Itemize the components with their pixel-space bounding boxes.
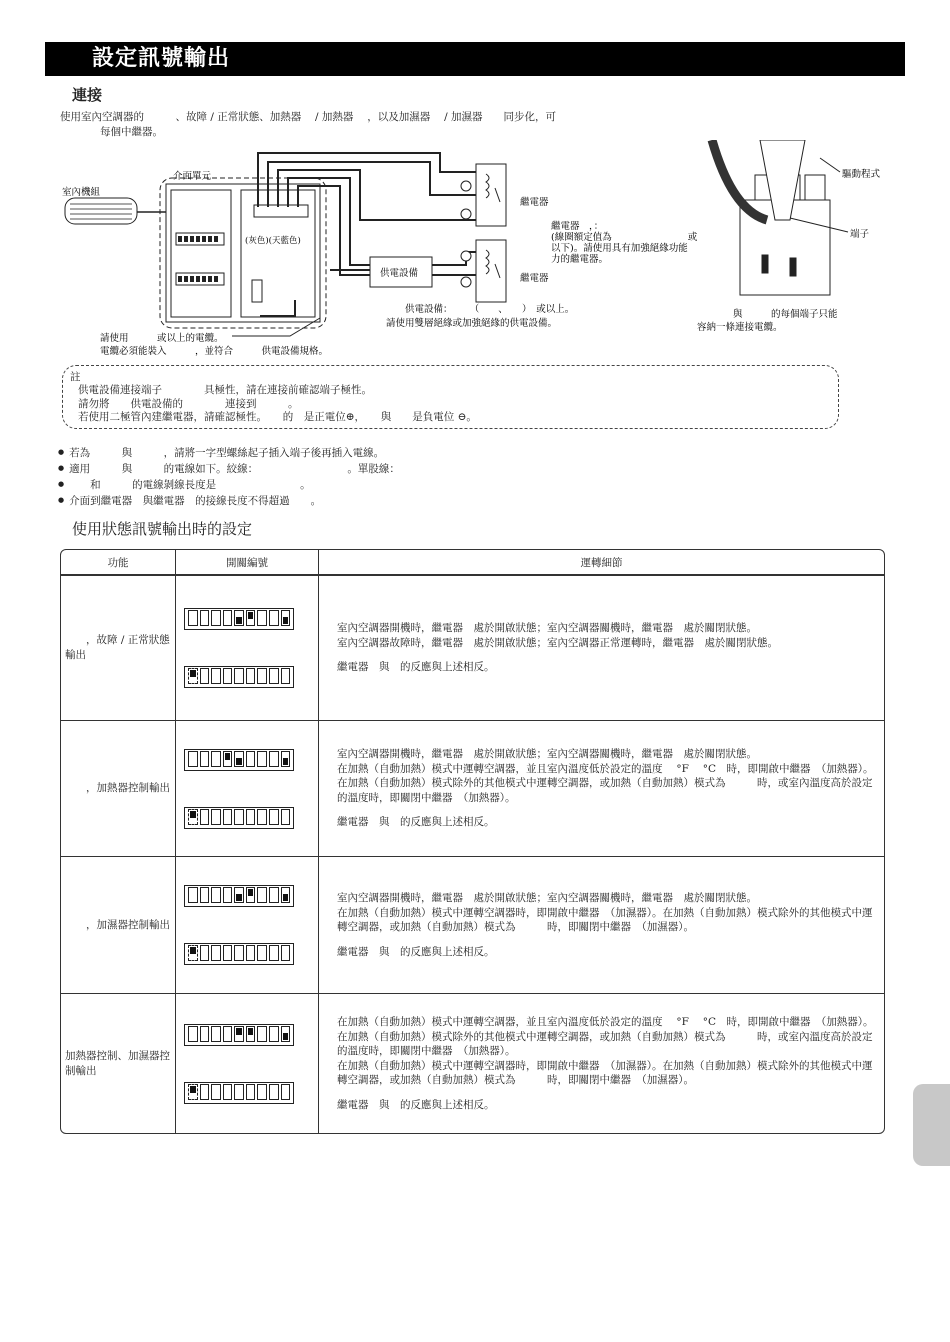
relay-note-1: 繼電器 ，： — [551, 221, 604, 232]
bullet-item: ● 介面到繼電器 與繼電器 的接線長度不得超過 。 — [58, 494, 400, 510]
detail-line: 在加熱（自動加熱）模式中運轉空調器時，即開啟中繼器 （加濕器）。在加熱（自動加熱）模式除外的其他模式中運轉空調器，或加熱（自動加熱）模式為 時，即關閉中繼器 （加濕器）。 — [337, 1059, 873, 1086]
note-label: 註 — [70, 371, 81, 383]
wire-color-label: (灰色)(天藍色) — [245, 236, 301, 246]
terminal-note-1: 與 的每個端子只能 — [733, 309, 838, 320]
relay-note-4: 力的繼電器。 — [551, 254, 609, 265]
note-line-1: 供電設備連接端子 具極性，請在連接前確認端子極性。 — [78, 384, 372, 396]
dip-switch-a — [184, 885, 294, 907]
detail-line: 室內空調器開機時，繼電器 處於開啟狀態；室內空調器關機時，繼電器 處於關閉狀態。 — [337, 748, 757, 761]
page-title: 設定訊號輸出 — [92, 46, 231, 71]
detail-line: 繼電器 與 的反應與上述相反。 — [337, 816, 495, 829]
settings-heading: 使用狀態訊號輸出時的設定 — [72, 520, 253, 538]
row-function: ，加濕器控制輸出 — [61, 856, 176, 993]
power-equipment-label: 供電設備 — [380, 268, 419, 279]
note-line-3: 若使用二極管內建繼電器，請確認極性。 的 是正電位⊕， 與 是負電位 ⊖。 — [78, 411, 477, 423]
cable-note-2: 電纜必須能裝入 ，並符合 供電設備規格。 — [100, 346, 329, 357]
indoor-unit-label: 室內機組 — [62, 187, 101, 198]
bullet-list — [58, 446, 400, 510]
header-function: 功能 — [61, 550, 176, 576]
detail-line: 繼電器 與 的反應與上述相反。 — [337, 661, 495, 674]
power-note-2: 請使用雙層絕緣或加強絕緣的供電設備。 — [386, 318, 558, 329]
detail-line: 室內空調器開機時，繼電器 處於開啟狀態；室內空調器關機時，繼電器 處於關閉狀態。 — [337, 892, 757, 904]
relay-2 — [461, 240, 506, 302]
intro-line-1: 使用室內空調器的 、故障 / 正常狀態、加熱器 / 加熱器 ，以及加濕器 / 加濕器 同步化，可 — [60, 111, 556, 123]
dip-switch-b — [184, 1082, 294, 1104]
relay-note-2: (線圈額定值為 或 — [551, 232, 698, 243]
intro-line-2: 每個中繼器。 — [100, 126, 163, 138]
dip-switch-a — [184, 749, 294, 771]
detail-line: 室內空調器開機時，繼電器 處於開啟狀態；室內空調器關機時，繼電器 處於關閉狀態。 — [337, 622, 757, 635]
detail-line: 在加熱（自動加熱）模式中運轉空調器，並且室內溫度低於設定的溫度 °F °C 時，即開啟中繼器 （加熱器）。 — [337, 762, 874, 775]
bullet-item: ● 和 的電線剝線長度是 。 — [58, 478, 400, 494]
connection-heading: 連接 — [72, 86, 103, 104]
bullet-item: ● 適用 與 的電線如下。絞線： 。單股線： — [58, 462, 400, 478]
interface-unit-label: 介面單元 — [173, 171, 212, 182]
note-line-2: 請勿將 供電設備的 連接到 。 — [78, 398, 299, 410]
detail-line: 在加熱（自動加熱）模式除外的其他模式中運轉空調器，或加熱（自動加熱）模式為 時，或室內溫度高於設定的溫度時，即關閉中繼器 （加熱器）。 — [337, 1030, 873, 1057]
wiring-diagram — [0, 140, 950, 365]
page-tab — [913, 1084, 950, 1166]
row-details — [319, 856, 884, 993]
terminal-label: 端子 — [850, 229, 870, 240]
terminal-note-2: 容納一條連接電纜。 — [697, 322, 783, 333]
detail-line: 在加熱（自動加熱）模式除外的其他模式中運轉空調器，或加熱（自動加熱）模式為 時，或室內溫度高於設定的溫度時，即關閉中繼器 （加熱器）。 — [337, 777, 873, 804]
switch-setting — [176, 993, 319, 1133]
terminal-block-drawing — [712, 140, 830, 295]
detail-line: 繼電器 與 的反應與上述相反。 — [337, 1098, 495, 1111]
bullet-item: ● 若為 與 ，請將一字型螺絲起子插入端子後再插入電線。 — [58, 446, 400, 462]
relay-note-3: 以下)。請使用具有加強絕緣功能 — [551, 243, 688, 254]
row-details — [319, 993, 884, 1133]
detail-line: 繼電器 與 的反應與上述相反。 — [337, 945, 495, 958]
header-switch: 開關編號 — [176, 550, 319, 576]
switch-setting — [176, 576, 319, 720]
dip-switch-b — [184, 666, 294, 688]
dip-switch-b — [184, 943, 294, 965]
settings-table — [60, 549, 885, 1134]
row-function: ，故障 / 正常狀態輸出 — [61, 576, 176, 720]
switch-setting — [176, 720, 319, 856]
dip-switch-a — [184, 608, 294, 630]
row-function: ，加熱器控制輸出 — [61, 720, 176, 856]
row-details — [319, 576, 884, 720]
power-note-1: 供電設備： （ 、 ） 或以上。 — [405, 304, 575, 315]
driver-label: 驅動程式 — [842, 169, 881, 180]
relay-2-label: 繼電器 — [520, 273, 549, 284]
switch-setting — [176, 856, 319, 993]
relay-1-label: 繼電器 — [520, 197, 549, 208]
dip-switch-a — [184, 1024, 294, 1046]
indoor-unit-drawing — [65, 198, 137, 224]
row-function: 加熱器控制、加濕器控制輸出 — [61, 993, 176, 1133]
dip-switch-b — [184, 807, 294, 829]
cable-note-1: 請使用 或以上的電纜。 — [100, 333, 224, 344]
header-details: 運轉細節 — [319, 550, 884, 576]
detail-line: 室內空調器故障時，繼電器 處於開啟狀態；室內空調器正常運轉時，繼電器 處於關閉狀態。 — [337, 636, 778, 649]
detail-line: 在加熱（自動加熱）模式中運轉空調器時，即開啟中繼器 （加濕器）。在加熱（自動加熱）模式除外的其他模式中運轉空調器，或加熱（自動加熱）模式為 時，即關閉中繼器 （加濕器）。 — [337, 906, 873, 933]
row-details — [319, 720, 884, 856]
detail-line: 在加熱（自動加熱）模式中運轉空調器，並且室內溫度低於設定的溫度 °F °C 時，即開啟中繼器 （加熱器）。 — [337, 1016, 874, 1028]
